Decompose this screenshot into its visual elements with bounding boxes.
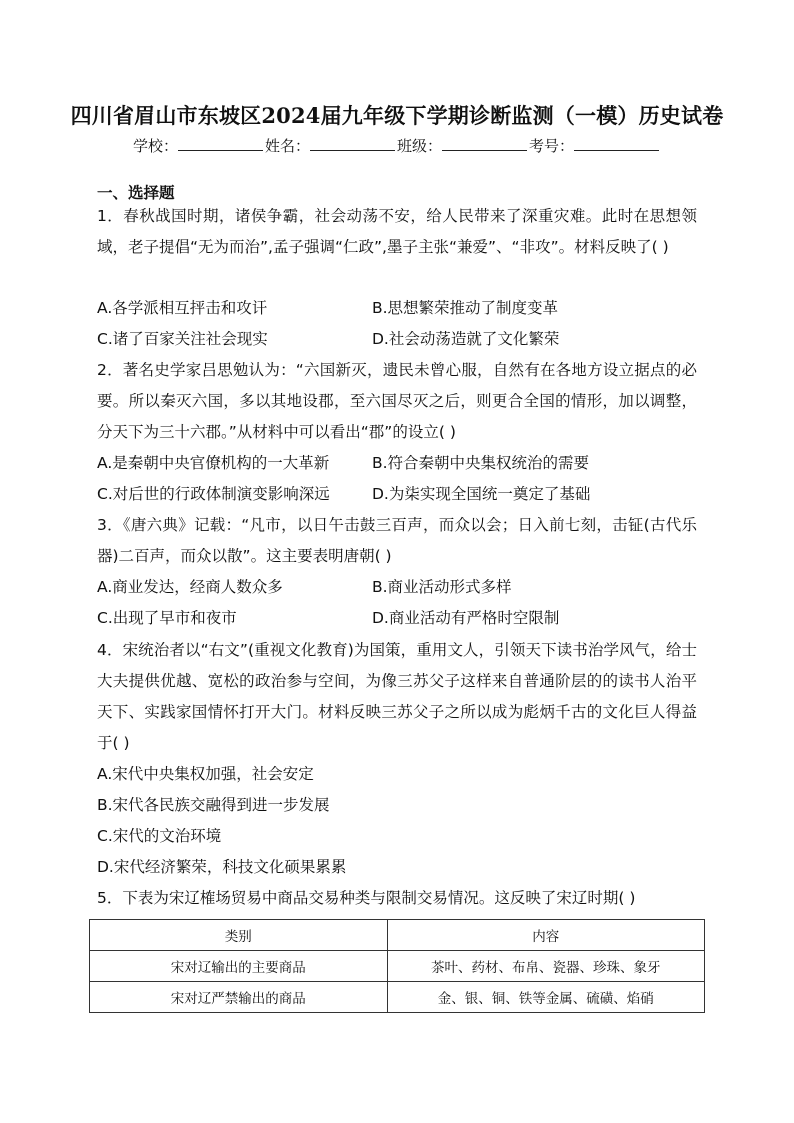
question-4-stem: 4．宋统治者以“右文”(重视文化教育)为国策，重用文人，引领天下读书治学风气，给士大夫提供优越、宽松的政治参与空间，为像三苏父子这样来自普通阶层的的读书人治平天下、实践家国情怀打开大门。材料反映三苏父子之所以成为彪炳千古的文化巨人得益于( ) bbox=[97, 641, 697, 752]
question-2-option-d[interactable]: D.为柒实现全国统一奠定了基础 bbox=[372, 485, 591, 503]
school-blank[interactable] bbox=[178, 136, 263, 151]
section-heading: 一、选择题 bbox=[97, 184, 175, 202]
question-5-stem: 5．下表为宋辽榷场贸易中商品交易种类与限制交易情况。这反映了宋辽时期( ) bbox=[97, 889, 636, 907]
question-1-option-c[interactable]: C.诸了百家关注社会现实 bbox=[97, 330, 268, 348]
question-4-option-a[interactable]: A.宋代中央集权加强，社会安定 bbox=[97, 765, 314, 783]
question-2-option-b[interactable]: B.符合秦朝中央集权统治的需要 bbox=[372, 454, 590, 472]
exam-number-blank[interactable] bbox=[574, 136, 659, 151]
question-2-stem: 2．著名史学家吕思勉认为：“六国新灭，遗民未曾心服，自然有在各地方设立据点的必要。所以秦灭六国，多以其地设郡，至六国尽灭之后，则更合全国的情形，加以调整，分天下为三十六郡。”从材料中可以看出“郡”的设立( ) bbox=[97, 361, 697, 441]
table-header-row bbox=[90, 920, 705, 951]
question-3-option-b[interactable]: B.商业活动形式多样 bbox=[372, 578, 512, 596]
exam-number-label: 考号： bbox=[529, 137, 575, 155]
question-4-option-b[interactable]: B.宋代各民族交融得到进一步发展 bbox=[97, 796, 330, 814]
table-cell: 宋对辽严禁输出的商品 bbox=[90, 982, 388, 1013]
table-header-category: 类别 bbox=[90, 920, 388, 951]
question-2-option-a[interactable]: A.是秦朝中央官僚机构的一大革新 bbox=[97, 454, 330, 472]
table-cell: 金、银、铜、铁等金属、硫磺、焰硝 bbox=[387, 982, 705, 1013]
table-row bbox=[90, 982, 705, 1013]
question-2-option-c[interactable]: C.对后世的行政体制演变影响深远 bbox=[97, 485, 330, 503]
question-3-option-d[interactable]: D.商业活动有严格时空限制 bbox=[372, 609, 560, 627]
question-4-option-d[interactable]: D.宋代经济繁荣，科技文化硕果累累 bbox=[97, 858, 347, 876]
student-info-line bbox=[0, 135, 794, 156]
question-1-option-d[interactable]: D.社会动荡造就了文化繁荣 bbox=[372, 330, 560, 348]
class-label: 班级： bbox=[397, 137, 443, 155]
exam-title: 四川省眉山市东坡区2024届九年级下学期诊断监测（一模）历史试卷 bbox=[70, 103, 724, 128]
question-1-stem: 1．春秋战国时期，诸侯争霸，社会动荡不安，给人民带来了深重灾难。此时在思想领域，老子提倡“无为而治”,孟子强调“仁政”,墨子主张“兼爱”、“非攻”。材料反映了( ) bbox=[97, 207, 697, 256]
school-label: 学校： bbox=[132, 137, 178, 155]
table-row bbox=[90, 951, 705, 982]
table-header-content: 内容 bbox=[387, 920, 705, 951]
class-blank[interactable] bbox=[442, 136, 527, 151]
question-3-stem: 3．《唐六典》记载：“凡市，以日午击鼓三百声，而众以会；日入前七刻，击钲(古代乐器)二百声，而众以散”。这主要表明唐朝( ) bbox=[97, 516, 697, 565]
name-blank[interactable] bbox=[310, 136, 395, 151]
question-4-option-c[interactable]: C.宋代的文治环境 bbox=[97, 827, 222, 845]
trade-table bbox=[89, 919, 705, 1013]
question-3-option-c[interactable]: C.出现了早市和夜市 bbox=[97, 609, 237, 627]
question-1-option-a[interactable]: A.各学派相互抨击和攻讦 bbox=[97, 299, 268, 317]
name-label: 姓名： bbox=[264, 137, 310, 155]
table-cell: 宋对辽输出的主要商品 bbox=[90, 951, 388, 982]
question-1-option-b[interactable]: B.思想繁荣推动了制度变革 bbox=[372, 299, 559, 317]
table-cell: 茶叶、药材、布帛、瓷器、珍珠、象牙 bbox=[387, 951, 705, 982]
question-3-option-a[interactable]: A.商业发达，经商人数众多 bbox=[97, 578, 283, 596]
